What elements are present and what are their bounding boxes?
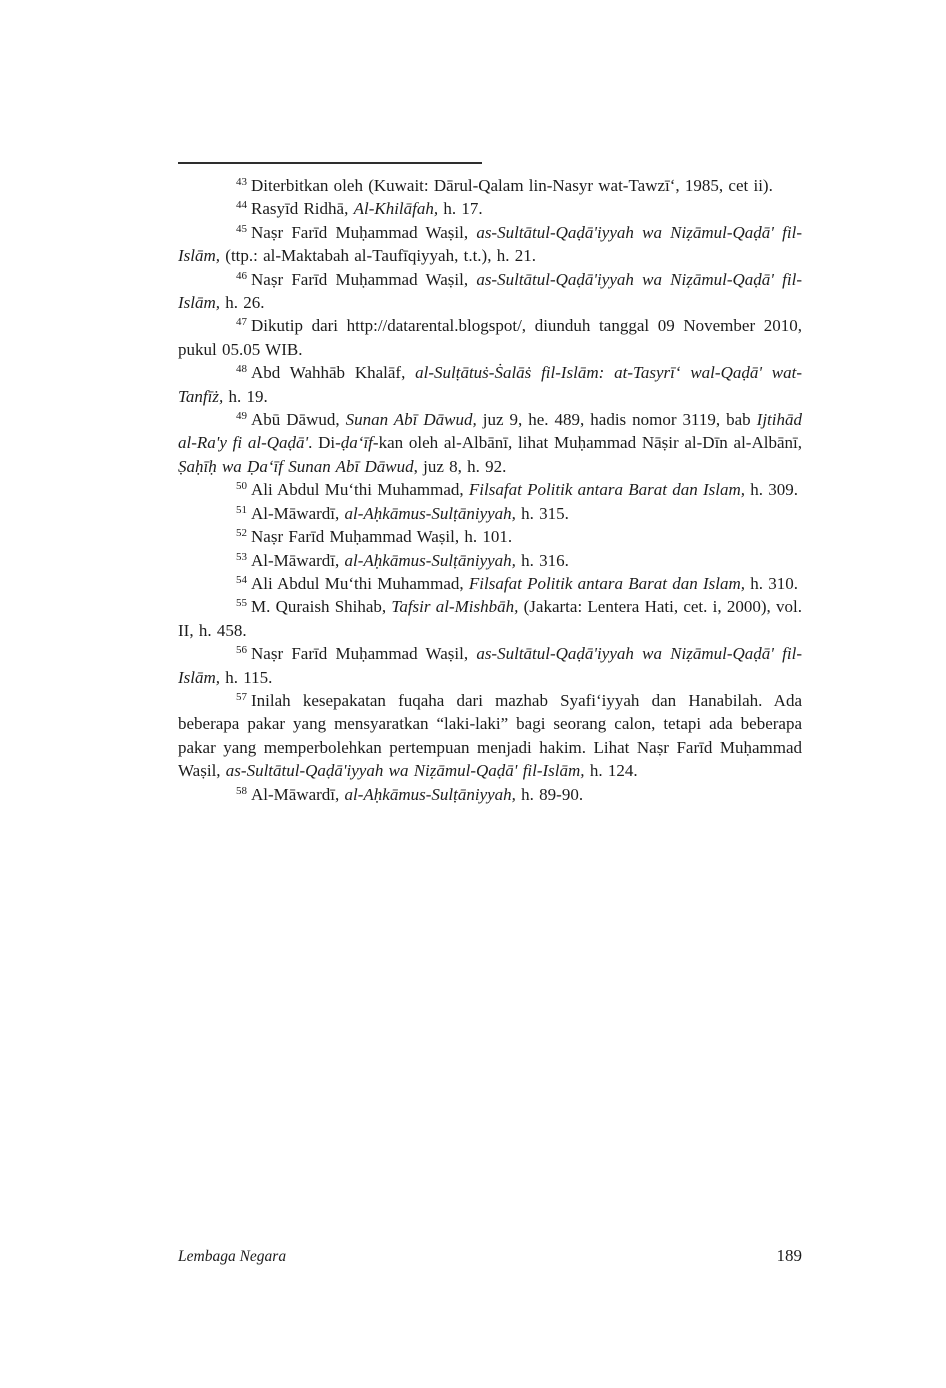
footnote-text: Al-Māwardī, <box>251 550 345 570</box>
footnotes-section <box>178 162 802 806</box>
footnote-text-italic: al-Aḥkāmus-Sulṭāniyyah, <box>344 784 516 804</box>
footnote-text: Abd Wahhāb Khalāf, <box>251 363 416 383</box>
footnote-text-italic: as-Sultātul-Qaḍā'iyyah wa Niẓāmul-Qaḍā' fil-Islām, <box>178 644 802 687</box>
footnote-number: 50 <box>236 480 247 493</box>
footnote-text-italic: al-Sulṭātuṡ-Ṡalāṡ fil-Islām: at-Tasyrīʻ wal-Qaḍā' wat-Tanfīż, <box>178 363 802 406</box>
footnote <box>178 478 802 501</box>
footnote <box>178 502 802 525</box>
footnote-text: Ali Abdul Muʻthi Muhammad, <box>251 573 469 593</box>
footnote <box>178 268 802 315</box>
footnote <box>178 408 802 478</box>
footnote-text: Diterbitkan oleh (Kuwait: Dārul-Qalam lin-Nasyr wat-Tawzīʻ, 1985, cet ii). <box>251 176 773 195</box>
footnote <box>178 595 802 642</box>
footnote-text: -kan oleh al-Albānī, lihat Muḥammad Nāṣir al-Dīn al-Albānī, <box>372 433 802 453</box>
footnote-text: h. 17. <box>438 199 483 219</box>
footnote-separator-rule <box>178 162 482 164</box>
footnote-number: 56 <box>236 644 247 657</box>
footnote-text: h. 115. <box>220 667 273 687</box>
footnote-text-italic: as-Sultātul-Qaḍā'iyyah wa Niẓāmul-Qaḍā' fil-Islām, <box>178 269 802 313</box>
footnote-text: h. 315. <box>515 503 569 523</box>
footnote-text-italic: Ṣaḥīḥ wa Ḍaʻīf Sunan Abī Dāwud <box>178 456 414 476</box>
footnote-text: (Jakarta: Lentera Hati, cet. i, 2000), vol. II, h. 458. <box>178 597 803 640</box>
footnote-text: . Di- <box>308 433 341 453</box>
footnote-text-italic: as-Sultātul-Qaḍā'iyyah wa Niẓāmul-Qaḍā' fil-Islām, <box>178 222 802 266</box>
footnote-text-italic: Tafsir al-Mishbāh, <box>391 597 519 617</box>
footnote-number: 51 <box>236 503 247 516</box>
footnote-text-italic: Filsafat Politik antara Barat dan Islam, <box>468 573 745 593</box>
footnote-text: h. 89-90. <box>515 784 584 804</box>
footnote-text: Inilah kesepakatan fuqaha dari mazhab Syafiʻiyyah dan Hanabilah. Ada beberapa pakar yang mensyaratkan “laki-laki” bagi seorang calon, tetapi ada beberapa pakar yang memperbolehkan pertempuan menjadi hakim. Lihat Naṣr Farīd Muḥammad Waṣil, <box>178 690 802 781</box>
footnote-number: 57 <box>236 690 247 703</box>
footnote <box>178 783 802 806</box>
footnote-number: 43 <box>236 176 247 188</box>
footnote-text: h. 309. <box>744 480 798 500</box>
footnote-text: Rasyīd Ridhā, <box>251 199 354 219</box>
footnote-text: juz 9, he. 489, hadis nomor 3119, bab <box>476 410 757 430</box>
footnote-text: (ttp.: al-Maktabah al-Taufīqiyyah, t.t.), h. 21. <box>220 246 536 266</box>
footnote-text-italic: Al-Khilāfah, <box>353 199 439 219</box>
footnote-number: 48 <box>236 363 247 376</box>
footnote-number: 44 <box>236 199 247 212</box>
footnote-text: h. 19. <box>223 386 268 406</box>
footnote-text-italic: ḍaʻīf <box>340 433 373 453</box>
footnote-text-italic: al-Aḥkāmus-Sulṭāniyyah, <box>344 503 516 523</box>
footnote-text: Abū Dāwud, <box>251 410 346 430</box>
footnote-text: Naṣr Farīd Muḥammad Waṣil, h. 101. <box>251 527 513 547</box>
footnote-number: 54 <box>236 573 247 586</box>
footnote <box>178 361 802 408</box>
footnote-text-italic: Filsafat Politik antara Barat dan Islam, <box>468 480 745 500</box>
footnote-number: 45 <box>236 222 247 235</box>
footnote <box>178 221 802 268</box>
footnote-number: 58 <box>236 784 247 797</box>
footnote-text: h. 316. <box>515 550 569 570</box>
footnotes-list <box>178 174 802 806</box>
footnote-text: Naṣr Farīd Muḥammad Waṣil, <box>251 222 477 242</box>
footnote-text: Al-Māwardī, <box>251 503 345 523</box>
footnote-text-italic: Sunan Abī Dāwud, <box>345 410 477 430</box>
footnote-text: Dikutip dari http://datarental.blogspot/, diunduh tanggal 09 November 2010, pukul 05.05 WIB. <box>178 316 802 359</box>
footnote-text: Naṣr Farīd Muḥammad Waṣil, <box>251 269 477 289</box>
footnote-text-italic: as-Sultātul-Qaḍā'iyyah wa Niẓāmul-Qaḍā' fil-Islām, <box>225 761 585 781</box>
footnote-number: 53 <box>236 550 247 563</box>
footnote-text: h. 310. <box>744 573 798 593</box>
footnote-text: h. 26. <box>220 293 265 313</box>
footnote-text: M. Quraish Shihab, <box>251 597 392 617</box>
footnote <box>178 642 802 689</box>
footnote <box>178 197 802 220</box>
footnote-number: 55 <box>236 597 247 610</box>
footnote-number: 46 <box>236 269 247 282</box>
footnote-text: Naṣr Farīd Muḥammad Waṣil, <box>251 644 477 664</box>
footnote <box>178 314 802 361</box>
page-number: 189 <box>776 1246 802 1265</box>
footnote <box>178 525 802 548</box>
footnote-text: Ali Abdul Muʻthi Muhammad, <box>251 480 469 500</box>
footnote-text-italic: al-Aḥkāmus-Sulṭāniyyah, <box>344 550 516 570</box>
footnote <box>178 572 802 595</box>
footnote-text: Al-Māwardī, <box>251 784 345 804</box>
footnote-text: , juz 8, h. 92. <box>413 456 507 476</box>
footnote-number: 47 <box>236 316 247 329</box>
footnote <box>178 689 802 783</box>
footnote <box>178 174 802 197</box>
footnote-number: 49 <box>236 410 247 423</box>
footnote-text-italic: Ijtihād al-Ra'y fi al-Qaḍā' <box>178 410 802 453</box>
footnote <box>178 549 802 572</box>
footnote-text: h. 124. <box>584 761 638 781</box>
running-title: Lembaga Negara <box>178 1248 287 1265</box>
page-footer <box>178 1246 802 1266</box>
footnote-number: 52 <box>236 527 247 540</box>
